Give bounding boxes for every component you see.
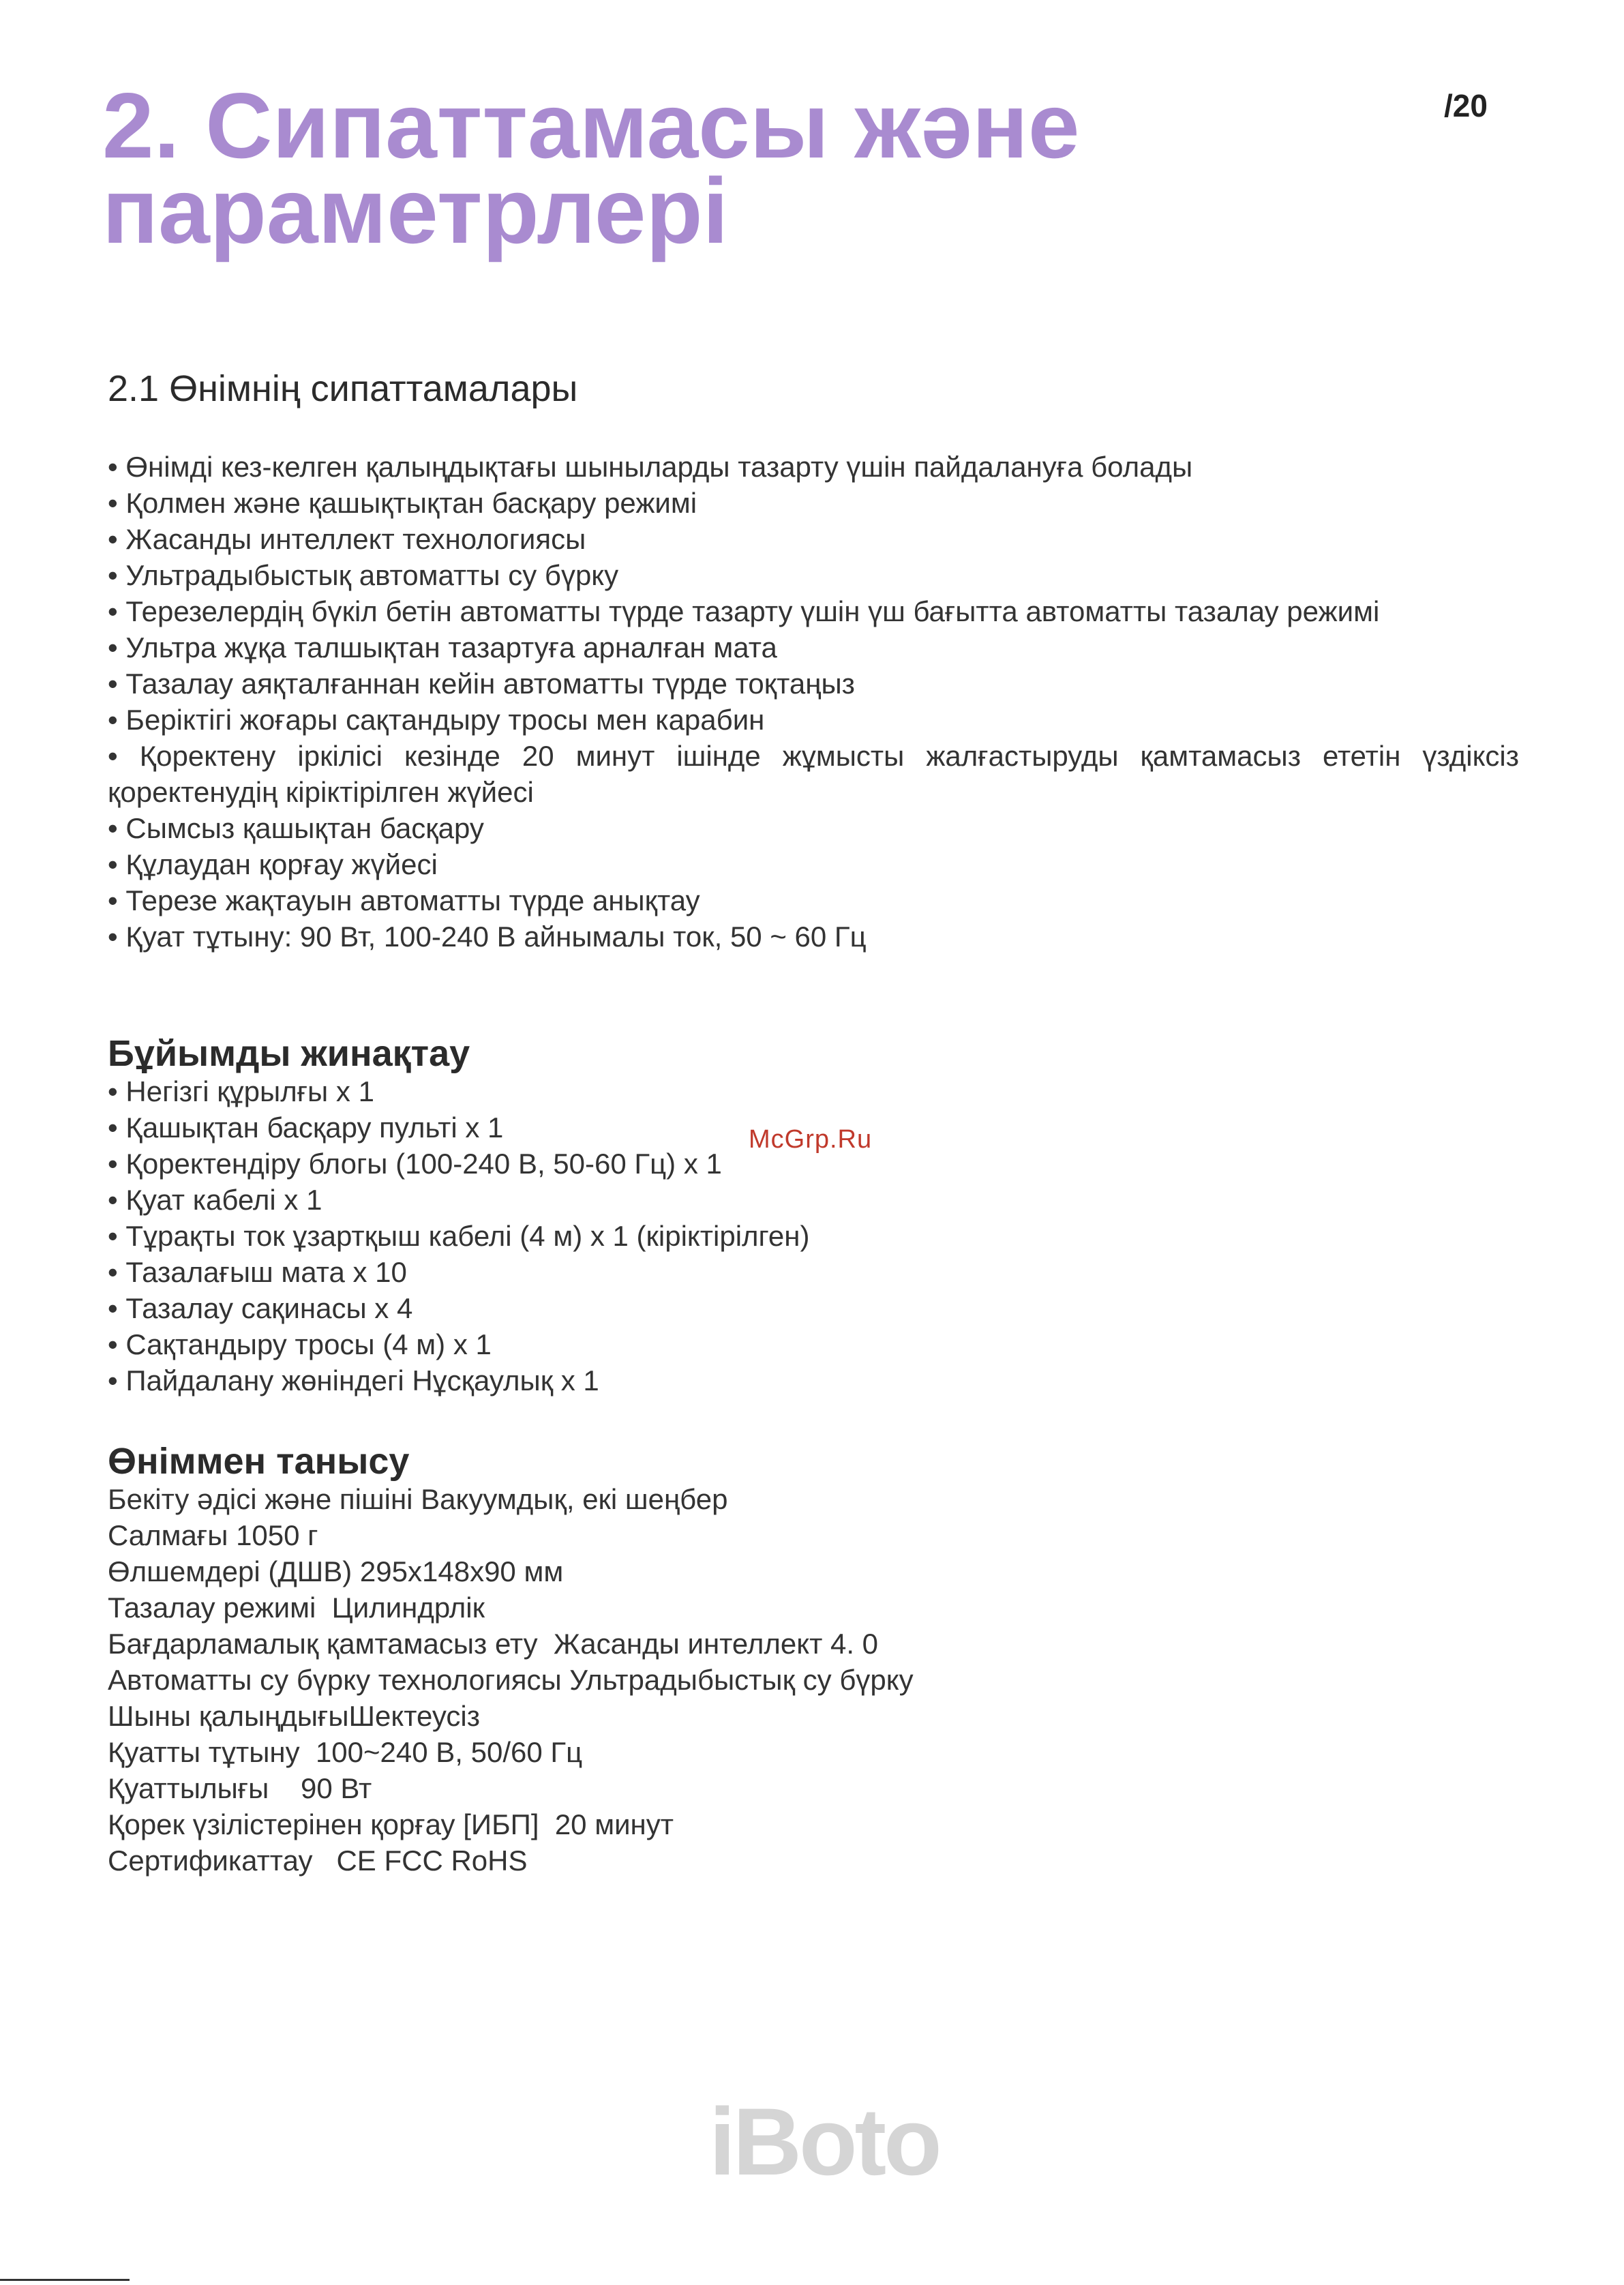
list-item: • Қолмен және қашықтықтан басқару режимі [108,485,1519,521]
features-list [108,449,1519,955]
intro-section [108,1442,1519,1879]
list-item: • Беріктігі жоғары сақтандыру тросы мен карабин [108,702,1519,738]
list-item: • Терезелердің бүкіл бетін автоматты түрде тазарту үшін үш бағытта автоматты тазалау режимі [108,593,1519,629]
list-item: • Пайдалану жөніндегі Нұсқаулық x 1 [108,1362,1519,1399]
brand-logo: iBoto [709,2088,939,2195]
spec-row: Салмағы 1050 г [108,1519,318,1551]
corner-divider [0,2279,130,2281]
watermark-text: McGrp.Ru [749,1125,873,1154]
list-item: • Ультрадыбыстық автоматты су бүрку [108,557,1519,593]
kit-heading: Бұйымды жинақтау [108,1033,470,1074]
list-item: • Жасанды интеллект технологиясы [108,521,1519,557]
spec-row: Тазалау режимі Цилиндрлік [108,1592,485,1624]
list-item: • Құлаудан қорғау жүйесі [108,846,1519,882]
list-item: • Сақтандыру тросы (4 м) x 1 [108,1326,1519,1362]
list-item: • Ультра жұқа талшықтан тазартуға арналған мата [108,629,1519,666]
features-heading: 2.1 Өнімнің сипаттамалары [108,368,578,409]
page-title-line-2: параметрлері [102,159,729,263]
spec-row: Қуаттылығы 90 Вт [108,1772,372,1804]
list-item: • Қоректену іркілісі кезінде 20 минут ішінде жұмысты жалғастыруды қамтамасыз ететін үздіксіз қоректенудің кіріктірілген жүйесі [108,738,1519,810]
spec-row: Бағдарламалық қамтамасыз ету Жасанды интеллект 4. 0 [108,1628,879,1660]
list-item: • Өнімді кез-келген қалыңдықтағы шыныларды тазарту үшін пайдалануға болады [108,449,1519,485]
page-title-line-1: 2. Сипаттамасы және [102,74,1080,177]
page-number: /20 [1444,88,1488,123]
kit-section [108,1034,1519,1399]
spec-row: Сертификаттау CE FCC RoHS [108,1845,528,1877]
list-item: • Тазалау сақинасы x 4 [108,1290,1519,1326]
list-item: • Сымсыз қашықтан басқару [108,810,1519,846]
list-item: • Қашықтан басқару пульті x 1 [108,1109,1519,1146]
list-item: • Тазалау аяқталғаннан кейін автоматты түрде тоқтаңыз [108,666,1519,702]
list-item: • Тұрақты ток ұзартқыш кабелі (4 м) x 1 (кіріктірілген) [108,1218,1519,1254]
features-section [108,368,1519,955]
spec-row: Қорек үзілістерінен қорғау [ИБП] 20 минут [108,1808,674,1840]
spec-row: Өлшемдері (ДШВ) 295x148x90 мм [108,1555,564,1587]
spec-row: Бекіту әдісі және пішіні Вакуумдық, екі шеңбер [108,1483,728,1515]
page-title [102,74,1398,263]
kit-list [108,1073,1519,1399]
intro-heading: Өніммен танысу [108,1441,410,1482]
list-item: • Қоректендіру блогы (100-240 В, 50-60 Гц) x 1 [108,1146,1519,1182]
list-item: • Қуат тұтыну: 90 Вт, 100-240 В айнымалы ток, 50 ~ 60 Гц [108,919,1519,955]
list-item: • Негізгі құрылғы x 1 [108,1073,1519,1109]
spec-row: Шыны қалыңдығыШектеусіз [108,1700,481,1732]
list-item: • Қуат кабелі x 1 [108,1182,1519,1218]
list-item: • Терезе жақтауын автоматты түрде анықтау [108,882,1519,919]
spec-row: Қуатты тұтыну 100~240 В, 50/60 Гц [108,1736,583,1768]
list-item: • Тазалағыш мата x 10 [108,1254,1519,1290]
spec-row: Автоматты су бүрку технологиясы Ультрадыбыстық су бүрку [108,1664,914,1696]
